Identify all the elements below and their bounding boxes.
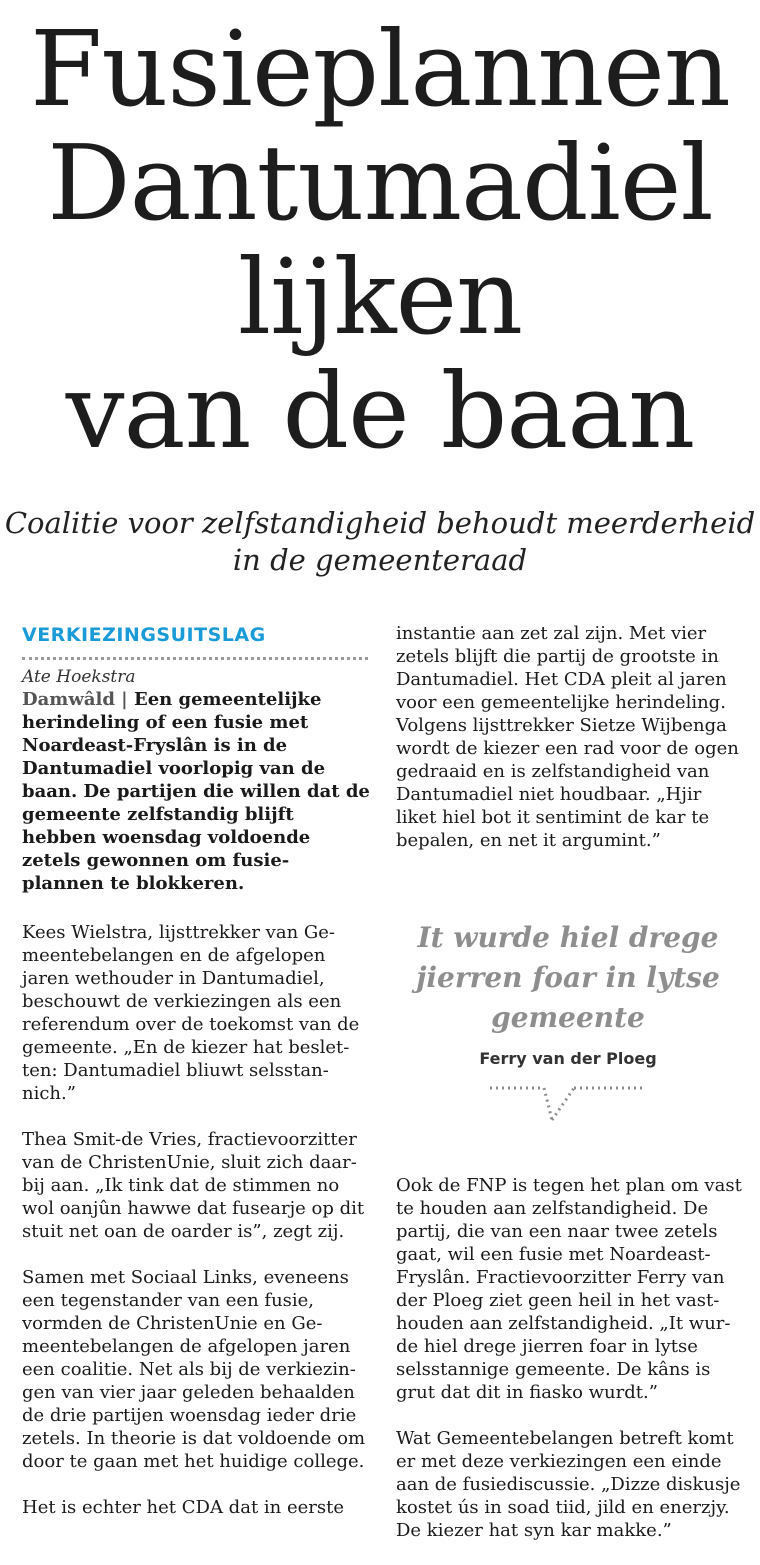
body-paragraph: Thea Smit-de Vries, fractievoorzitter van de ChristenUnie, sluit zich daar- bij aan. „Ik tink dat de stimmen no wol oanjûn hawwe dat fusearje op dit stuit net oan de oarder is”, zegt zij. <box>22 1129 365 1242</box>
dateline: Damwâld | <box>22 689 134 710</box>
lead-paragraph <box>22 688 370 895</box>
pull-quote-author: Ferry van der Ploeg <box>479 1049 657 1068</box>
body-paragraph: instantie aan zet zal zijn. Met vier zetels blijft die partij de grootste in Dantumadiel. Het CDA pleit al jaren voor een gemeentelijke herindeling. Volgens lijsttrekker Sietze Wijbenga wordt de kiezer een rad voor de ogen gedraaid en is zelfstandigheid van Dantumadiel niet houdbaar. „Hjir liket hiel bot it sentimint de kar te bepalen, en net it argumint.” <box>396 623 739 851</box>
article-column-left <box>22 622 370 1519</box>
lead-text: Een gemeentelijke herindeling of een fusie met Noardeast-Fryslân is in de Dantumadiel voorlopig van de baan. De partijen die willen dat de gemeente zelfstandig blijft hebben woensdag voldoende zetels gewonnen om fusie-plannen te blokkeren. <box>22 689 370 894</box>
body-paragraph: Kees Wielstra, lijsttrekker van Ge- meentebelangen en de afgelopen jaren wethouder in Dantumadiel, beschouwt de verkiezingen als een referendum over de toekomst van de gemeente. „En de kiezer hat beslet- ten: Dantumadiel bliuwt selsstan- nich.” <box>22 922 360 1104</box>
section-kicker: VERKIEZINGSUITSLAG <box>22 624 266 646</box>
headline-line-4: van de baan <box>65 350 695 472</box>
speech-pointer-icon <box>488 1082 648 1124</box>
headline-line-2: Dantumadiel <box>47 122 713 244</box>
dotted-divider <box>22 657 368 660</box>
headline-line-3: lijken <box>237 236 523 358</box>
subheadline: Coalitie voor zelfstandigheid behoudt meerderheid in de gemeenteraad <box>4 506 756 577</box>
article-column-right-bottom <box>396 1174 748 1542</box>
headline-line-1: Fusieplannen <box>30 8 730 130</box>
body-paragraph: Samen met Sociaal Links, eveneens een tegenstander van een fusie, vormden de ChristenUnie en Ge- meentebelangen de afgelopen jaren een coalitie. Net als bij de verkiezin- gen van vier jaar geleden behaalden de drie partijen woensdag ieder drie zetels. In theorie is dat voldoende om door te gaan met het huidige college. <box>22 1267 366 1472</box>
body-paragraph: Wat Gemeentebelangen betreft komt er met deze verkiezingen een einde aan de fusiediscussie. „Dizze diskusje kostet ús in soad tiid, jild en enerzjy. De kiezer hat syn kar makke.” <box>396 1428 741 1541</box>
body-paragraph: Het is echter het CDA dat in eerste <box>22 1497 344 1518</box>
pull-quote <box>396 918 740 1124</box>
pull-quote-text: It wurde hiel drege jierren foar in lytse gemeente <box>416 921 720 1034</box>
article-column-right-top <box>396 622 748 852</box>
body-paragraph: Ook de FNP is tegen het plan om vast te houden aan zelfstandigheid. De partij, die van een naar twee zetels gaat, wil een fusie met Noardeast- Fryslân. Fractievoorzitter Ferry van der Ploeg ziet geen heil in het vast- houden aan zelfstandigheid. „It wur- de hiel drege jierren foar in lytse selsstannige gemeente. De kâns is grut dat dit in fiasko wurdt.” <box>396 1175 742 1403</box>
headline <box>0 8 760 472</box>
byline: Ate Hoekstra <box>22 667 136 687</box>
